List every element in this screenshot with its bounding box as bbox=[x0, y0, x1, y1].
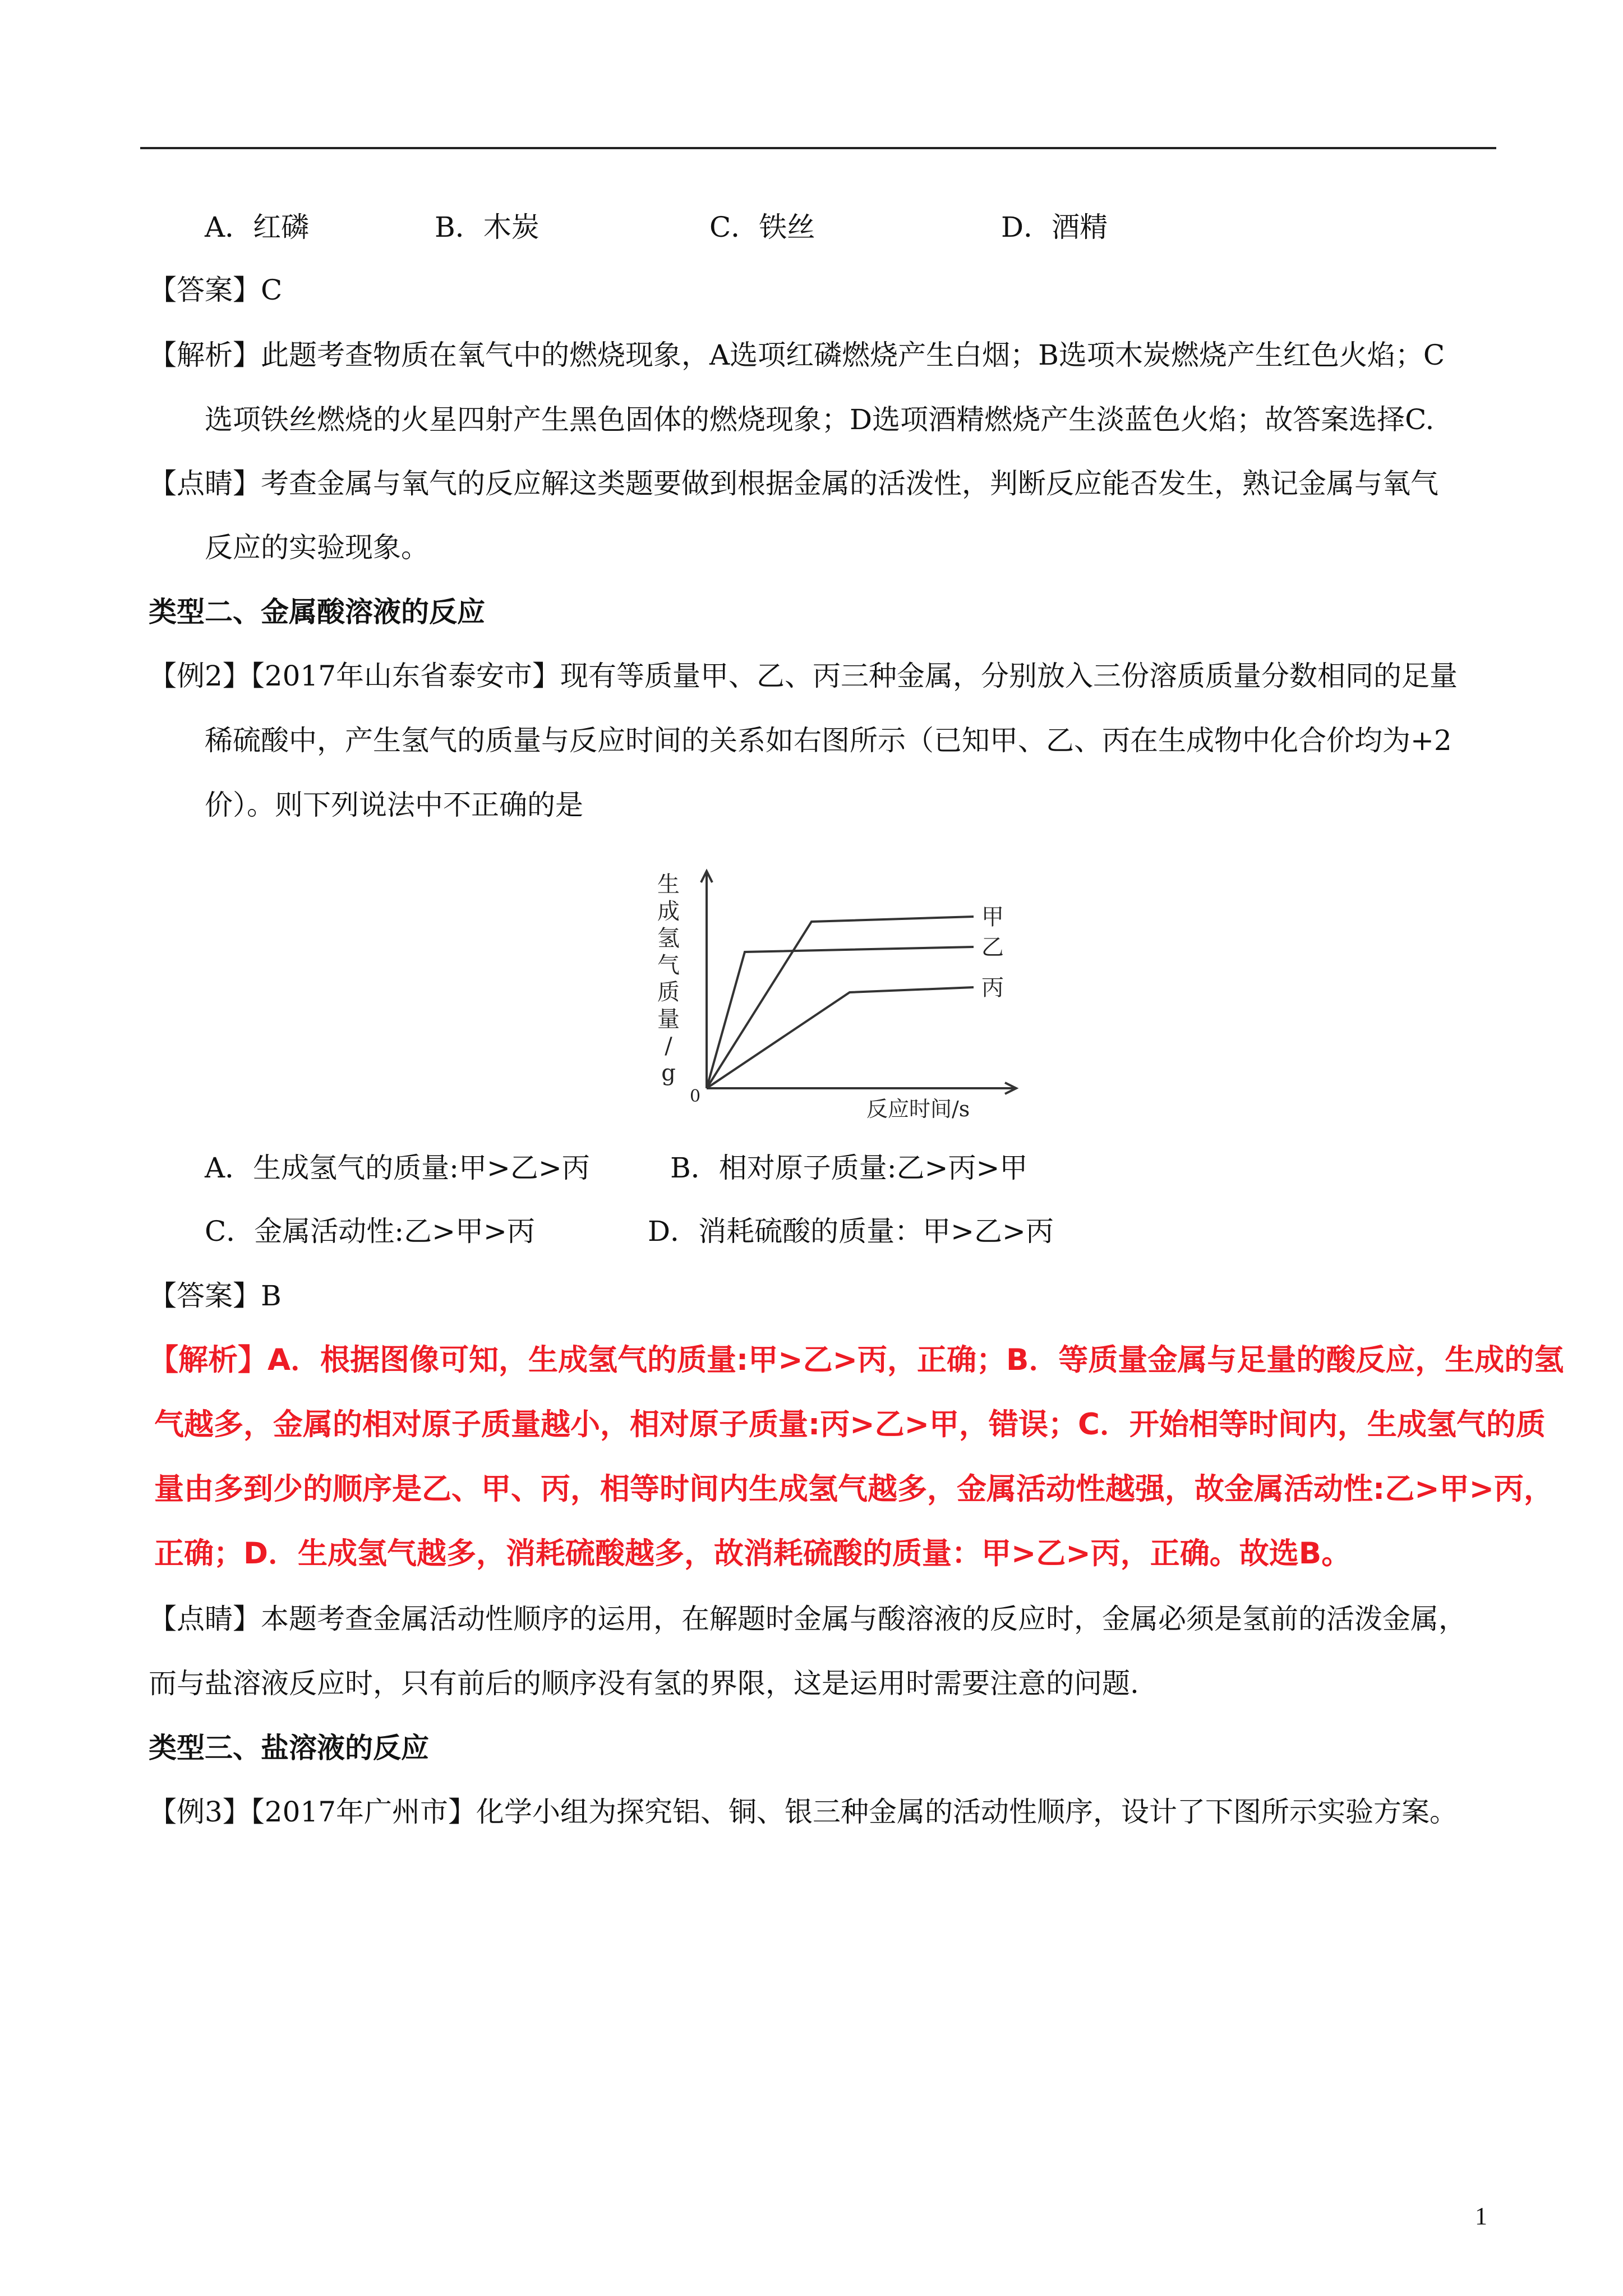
chart-marks bbox=[707, 917, 974, 1088]
series-label-3: 丙 bbox=[981, 975, 1004, 1001]
q2-comment-line-2: 而与盐溶液反应时，只有前后的顺序没有氢的界限，这是运用时需要注意的问题. bbox=[149, 1667, 1139, 1700]
q1-analysis-line-1: 【解析】此题考查物质在氧气中的燃烧现象，A选项红磷燃烧产生白烟；B选项木炭燃烧产生红色火焰；C bbox=[149, 339, 1445, 371]
page-number: 1 bbox=[1475, 2202, 1487, 2230]
q1-answer: 【答案】C bbox=[149, 274, 283, 306]
q1-option-a: A．红磷 bbox=[205, 211, 310, 243]
y-label-char: 量 bbox=[657, 1006, 680, 1032]
hydrogen-mass-chart bbox=[645, 861, 1038, 1119]
q2-analysis-line-2: 气越多，金属的相对原子质量越小，相对原子质量:丙>乙>甲，错误；C．开始相等时间内，生成氢气的质 bbox=[154, 1407, 1546, 1442]
q1-comment-line-2: 反应的实验现象。 bbox=[205, 531, 429, 564]
section-3-heading: 类型三、盐溶液的反应 bbox=[149, 1731, 429, 1764]
q2-options-row-1 bbox=[205, 1148, 1326, 1188]
q2-comment-line-1: 【点睛】本题考查金属活动性顺序的运用，在解题时金属与酸溶液的反应时，金属必须是氢前的活泼金属， bbox=[149, 1603, 1467, 1635]
y-label-char: / bbox=[665, 1033, 672, 1059]
q1-option-b: B．木炭 bbox=[435, 211, 540, 243]
q2-analysis-line-3: 量由多到少的顺序是乙、甲、丙，相等时间内生成氢气越多，金属活动性越强，故金属活动性:乙>甲>丙， bbox=[154, 1472, 1554, 1506]
q2-answer: 【答案】B bbox=[149, 1280, 282, 1312]
y-label-char: g bbox=[661, 1060, 676, 1086]
q1-option-d: D．酒精 bbox=[1001, 211, 1108, 243]
q2-analysis-line-4: 正确；D．生成氢气越多，消耗硫酸越多，故消耗硫酸的质量：甲>乙>丙，正确。故选B。 bbox=[154, 1536, 1352, 1571]
q1-analysis-line-2: 选项铁丝燃烧的火星四射产生黑色固体的燃烧现象；D选项酒精燃烧产生淡蓝色火焰；故答案选择C. bbox=[205, 403, 1435, 436]
q2-analysis-line-1: 【解析】A．根据图像可知，生成氢气的质量:甲>乙>丙，正确；B．等质量金属与足量的酸反应，生成的氢 bbox=[149, 1343, 1564, 1377]
q2-option-d: D．消耗硫酸的质量：甲>乙>丙 bbox=[648, 1215, 1054, 1248]
series-label-1: 甲 bbox=[981, 904, 1004, 930]
y-label-char: 气 bbox=[657, 953, 680, 978]
q2-stem-line-2: 稀硫酸中，产生氢气的质量与反应时间的关系如右图所示（已知甲、乙、丙在生成物中化合价均为+2 bbox=[205, 724, 1452, 757]
y-label-char: 氢 bbox=[657, 926, 680, 951]
q1-option-c: C．铁丝 bbox=[709, 211, 815, 243]
q2-option-b: B．相对原子质量:乙>丙>甲 bbox=[670, 1152, 1028, 1184]
q1-comment-line-1: 【点睛】考查金属与氧气的反应解这类题要做到根据金属的活泼性，判断反应能否发生，熟记金属与氧气 bbox=[149, 467, 1438, 500]
q2-options-row-2 bbox=[205, 1212, 1326, 1251]
series-label-2: 乙 bbox=[981, 935, 1004, 960]
q2-option-a: A．生成氢气的质量:甲>乙>丙 bbox=[205, 1152, 590, 1184]
header-rule bbox=[140, 147, 1496, 149]
x-axis-label: 反应时间/s bbox=[866, 1097, 970, 1119]
y-label-char: 生 bbox=[657, 872, 680, 898]
q3-stem: 【例3】【2017年广州市】化学小组为探究铝、铜、银三种金属的活动性顺序，设计了下图所示实验方案。 bbox=[149, 1796, 1458, 1828]
q2-option-c: C．金属活动性:乙>甲>丙 bbox=[205, 1215, 535, 1248]
y-label-char: 成 bbox=[657, 899, 680, 924]
q1-options bbox=[205, 208, 1438, 247]
q2-stem-line-1: 【例2】【2017年山东省泰安市】现有等质量甲、乙、丙三种金属，分别放入三份溶质质量分数相同的足量 bbox=[149, 660, 1458, 692]
y-label-char: 质 bbox=[657, 979, 680, 1005]
q2-stem-line-3: 价）。则下列说法中不正确的是 bbox=[205, 789, 583, 821]
series-line-3 bbox=[707, 987, 974, 1088]
section-2-heading: 类型二、金属酸溶液的反应 bbox=[149, 595, 485, 628]
series-line-2 bbox=[707, 947, 974, 1088]
origin-label: 0 bbox=[690, 1087, 701, 1106]
